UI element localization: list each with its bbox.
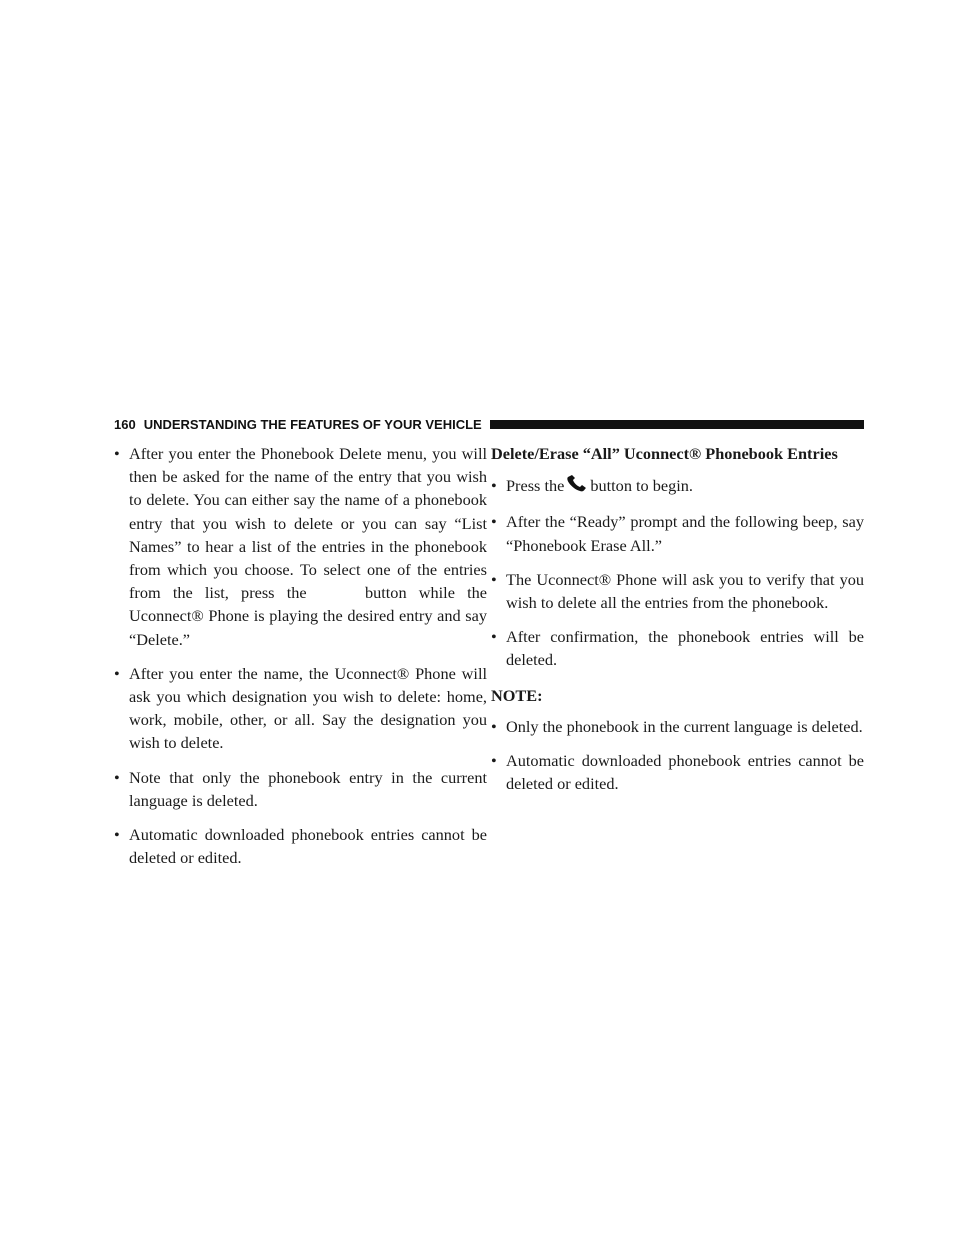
header-rule <box>490 420 864 429</box>
list-item <box>114 823 487 869</box>
list-item <box>491 510 864 556</box>
bullet-text: After you enter the Phonebook Delete menu, you will then be asked for the name of the entry that you wish to delete. You can either say the name of a phonebook entry that you wish to delete or you can say “List Names” to hear a list of the entries in the phonebook from which you choose. To select one of the entries from the list, press the <box>129 444 487 603</box>
section-title: UNDERSTANDING THE FEATURES OF YOUR VEHICLE <box>143 416 482 432</box>
note-bullet-list <box>491 715 864 796</box>
bullet-text: After you enter the name, the Uconnect® Phone will ask you which designation you wish to delete: home, work, mobile, other, or all. Say the designation you wish to delete. <box>129 663 487 753</box>
list-item <box>114 766 487 812</box>
bullet-text: Automatic downloaded phonebook entries cannot be deleted or edited. <box>506 751 864 794</box>
list-item <box>114 662 487 755</box>
subheading: Delete/Erase “All” Uconnect® Phonebook Entries <box>491 444 838 463</box>
list-item <box>114 442 487 651</box>
bullet-text: After the “Ready” prompt and the following beep, say “Phonebook Erase All.” <box>506 512 864 555</box>
right-bullet-list <box>491 474 864 671</box>
list-item <box>491 715 864 738</box>
left-column <box>114 442 487 880</box>
bullet-text: button to begin. <box>590 476 693 496</box>
bullet-text: Only the phonebook in the current language is deleted. <box>506 716 863 736</box>
bullet-text: The Uconnect® Phone will ask you to verify that you wish to delete all the entries from the phonebook. <box>506 569 864 613</box>
note-label: NOTE: <box>491 685 543 705</box>
phone-handset-icon <box>566 475 588 499</box>
right-column <box>491 442 864 806</box>
page-number: 160 <box>114 416 136 432</box>
list-item <box>491 474 864 499</box>
page-header <box>114 414 864 434</box>
bullet-text: Note that only the phonebook entry in the current language is deleted. <box>129 767 487 810</box>
bullet-text: Press the <box>506 476 565 496</box>
bullet-text: Automatic downloaded phonebook entries cannot be deleted or edited. <box>129 825 487 868</box>
list-item <box>491 568 864 614</box>
bullet-text: button while the Uconnect® Phone is playing the desired entry and say “Delete.” <box>129 583 487 649</box>
bullet-text: After confirmation, the phonebook entries will be deleted. <box>506 627 864 670</box>
list-item <box>491 749 864 795</box>
list-item <box>491 625 864 671</box>
left-bullet-list <box>114 442 487 869</box>
